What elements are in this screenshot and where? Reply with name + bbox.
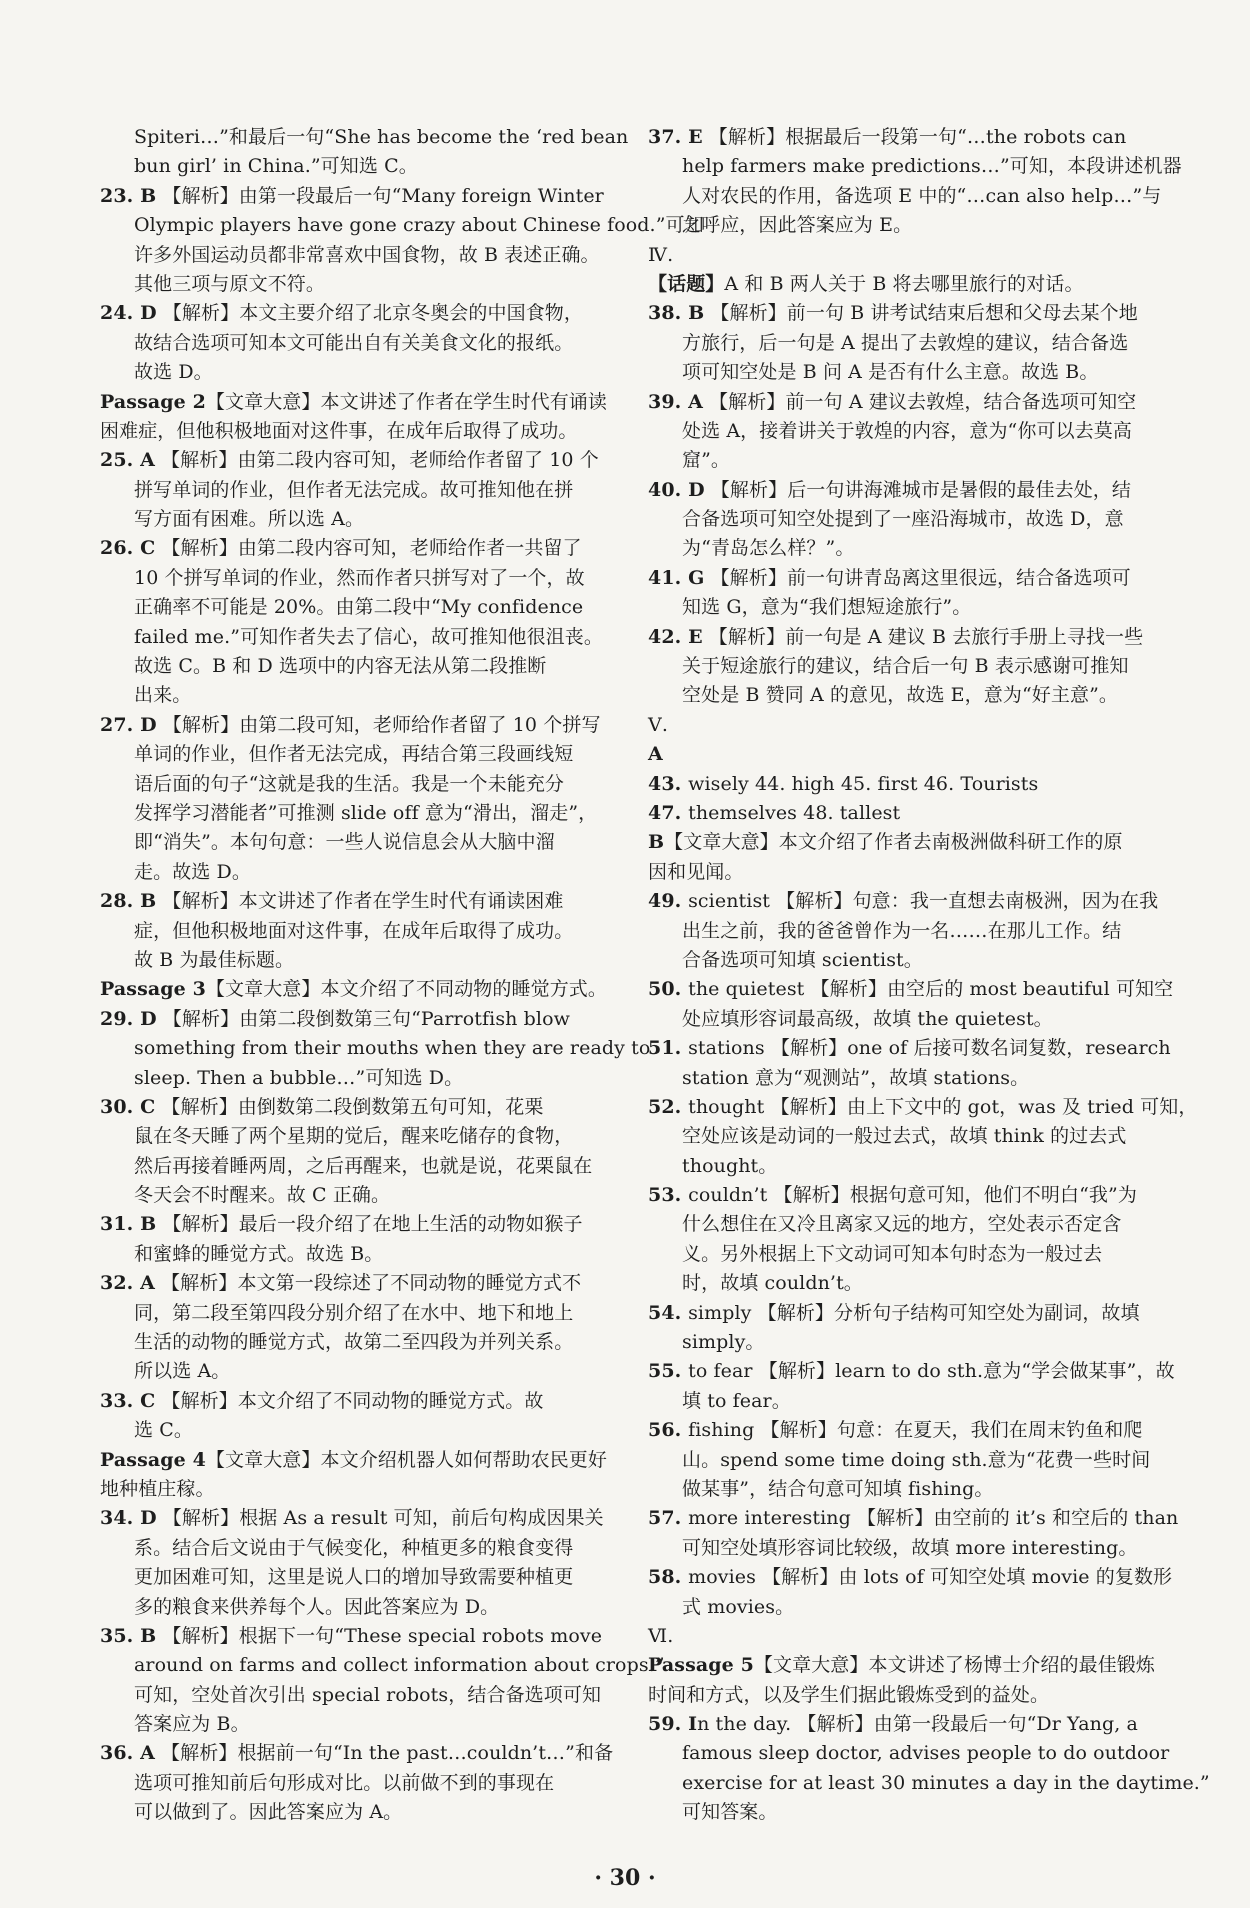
text-line: 57. more interesting 【解析】由空前的 it’s 和空后的 than [648, 1507, 1179, 1530]
text-line: 困难症，但他积极地面对这件事，在成年后取得了成功。 [100, 419, 578, 442]
text-line: 空处是 B 赞同 A 的意见，故选 E，意为“好主意”。 [682, 684, 1118, 707]
text-line: 31. B 【解析】最后一段介绍了在地上生活的动物如猴子 [100, 1213, 583, 1236]
text-line: 33. C 【解析】本文介绍了不同动物的睡觉方式。故 [100, 1389, 544, 1412]
text-line: exercise for at least 30 minutes a day in the daytime.” [682, 1771, 1210, 1794]
text-line: 37. E 【解析】根据最后一段第一句“…the robots can [648, 126, 1127, 148]
text-line: 地种植庄稼。 [100, 1477, 215, 1500]
text-line: 方旅行，后一句是 A 提出了去敦煌的建议，结合备选 [682, 331, 1129, 354]
text-line: 系。结合后文说由于气候变化，种植更多的粮食变得 [134, 1536, 574, 1559]
text-line: 即“消失”。本句句意：一些人说信息会从大脑中溜 [134, 831, 555, 854]
text-line: 故结合选项可知本文可能出自有关美食文化的报纸。 [134, 331, 574, 354]
text-line: Passage 2【文章大意】本文讲述了作者在学生时代有诵读 [100, 390, 608, 413]
text-line: Ⅴ. [648, 713, 668, 736]
text-line: 因和见闻。 [648, 860, 744, 883]
text-line: 30. C 【解析】由倒数第二段倒数第五句可知，花栗 [100, 1095, 544, 1118]
text-line: station 意为“观测站”，故填 stations。 [682, 1066, 1030, 1089]
text-line: 项可知空处是 B 问 A 是否有什么主意。故选 B。 [682, 361, 1099, 384]
text-line: sleep. Then a bubble…”可知选 D。 [134, 1066, 464, 1089]
text-line: 合备选项可知填 scientist。 [682, 948, 923, 971]
text-line: B【文章大意】本文介绍了作者去南极洲做科研工作的原 [648, 831, 1123, 854]
text-line: 冬天会不时醒来。故 C 正确。 [134, 1184, 391, 1207]
text-line: 49. scientist 【解析】句意：我一直想去南极洲，因为在我 [648, 890, 1159, 913]
text-line: help farmers make predictions…”可知，本段讲述机器 [682, 155, 1182, 178]
text-line: 【话题】A 和 B 两人关于 B 将去哪里旅行的对话。 [648, 272, 1084, 295]
text-line: 人对农民的作用，备选项 E 中的“…can also help…”与 [682, 184, 1162, 207]
text-line: 40. D 【解析】后一句讲海滩城市是暑假的最佳去处，结 [648, 478, 1131, 501]
text-line: 窟”。 [682, 449, 731, 472]
page-number: · 30 · [594, 1865, 656, 1891]
text-line: 27. D 【解析】由第二段可知，老师给作者留了 10 个拼写 [100, 713, 601, 736]
text-line: A [648, 743, 663, 766]
text-line: 56. fishing 【解析】句意：在夏天，我们在周末钓鱼和爬 [648, 1419, 1143, 1442]
text-line: famous sleep doctor, advises people to do outdoor [682, 1742, 1170, 1765]
text-line: 54. simply 【解析】分析句子结构可知空处为副词，故填 [648, 1301, 1140, 1324]
text-line: 51. stations 【解析】one of 后接可数名词复数，research [648, 1037, 1171, 1060]
text-line: 47. themselves 48. tallest [648, 801, 901, 824]
text-line: 59. In the day. 【解析】由第一段最后一句“Dr Yang, a [648, 1713, 1138, 1736]
text-line: 42. E 【解析】前一句是 A 建议 B 去旅行手册上寻找一些 [648, 625, 1144, 648]
text-line: 鼠在冬天睡了两个星期的觉后，醒来吃储存的食物， [134, 1125, 574, 1148]
text-line: 时间和方式，以及学生们据此锻炼受到的益处。 [648, 1683, 1050, 1706]
text-line: 处应填形容词最高级，故填 the quietest。 [682, 1007, 1053, 1030]
text-line: 故 B 为最佳标题。 [134, 948, 295, 971]
text-line: Passage 4【文章大意】本文介绍机器人如何帮助农民更好 [100, 1448, 608, 1471]
text-line: 什么想住在又冷且离家又远的地方，空处表示否定含 [682, 1213, 1122, 1236]
text-line: 26. C 【解析】由第二段内容可知，老师给作者一共留了 [100, 537, 582, 560]
text-line: 52. thought 【解析】由上下文中的 got，was 及 tried 可知， [648, 1095, 1198, 1118]
text-line: 生活的动物的睡觉方式，故第二至四段为并列关系。 [134, 1331, 574, 1354]
text-line: 32. A 【解析】本文第一段综述了不同动物的睡觉方式不 [100, 1272, 582, 1295]
text-line: 发挥学习潜能者”可推测 slide off 意为“滑出，溜走”， [134, 801, 598, 824]
text-line: 然后再接着睡两周，之后再醒来，也就是说，花栗鼠在 [134, 1154, 593, 1177]
text-line: 填 to fear。 [682, 1389, 791, 1412]
text-line: 53. couldn’t 【解析】根据句意可知，他们不明白“我”为 [648, 1184, 1137, 1207]
text-line: failed me.”可知作者失去了信心，故可推知他很沮丧。 [134, 625, 603, 648]
text-line: 义。另外根据上下文动词可知本句时态为一般过去 [682, 1242, 1103, 1265]
text-line: 山。spend some time doing sth.意为“花费一些时间 [682, 1448, 1151, 1471]
text-line: 走。故选 D。 [134, 860, 251, 883]
text-line: Spiteri…”和最后一句“She has become the ‘red bean [134, 126, 629, 148]
text-line: 知选 G，意为“我们想短途旅行”。 [682, 596, 972, 619]
text-line: Passage 5【文章大意】本文讲述了杨博士介绍的最佳锻炼 [648, 1654, 1156, 1677]
text-line: 其他三项与原文不符。 [134, 272, 326, 295]
text-line: 正确率不可能是 20%。由第二段中“My confidence [134, 596, 584, 619]
text-line: 语后面的句子“这就是我的生活。我是一个未能充分 [134, 772, 565, 795]
right-column [648, 123, 1210, 1828]
text-line: 可以做到了。因此答案应为 A。 [134, 1801, 403, 1824]
text-line: 同，第二段至第四段分别介绍了在水中、地下和地上 [134, 1301, 574, 1324]
text-line: 式 movies。 [682, 1595, 795, 1618]
text-line: 答案应为 B。 [134, 1713, 250, 1736]
text-line: 空处应该是动词的一般过去式，故填 think 的过去式 [682, 1125, 1127, 1148]
text-line: 许多外国运动员都非常喜欢中国食物，故 B 表述正确。 [134, 243, 600, 266]
text-line: 之呼应，因此答案应为 E。 [682, 214, 913, 237]
text-line: 24. D 【解析】本文主要介绍了北京冬奥会的中国食物， [100, 302, 583, 325]
text-line: 10 个拼写单词的作业，然而作者只拼写对了一个，故 [134, 566, 585, 589]
text-line: 写方面有困难。所以选 A。 [134, 508, 365, 531]
text-line: 25. A 【解析】由第二段内容可知，老师给作者留了 10 个 [100, 449, 599, 472]
text-line: 时，故填 couldn’t。 [682, 1272, 863, 1295]
text-line: 38. B 【解析】前一句 B 讲考试结束后想和父母去某个地 [648, 302, 1138, 325]
text-line: 41. G 【解析】前一句讲青岛离这里很远，结合备选项可 [648, 566, 1131, 589]
text-line: 所以选 A。 [134, 1360, 231, 1383]
text-line: 更加困难可知，这里是说人口的增加导致需要种植更 [134, 1566, 574, 1589]
text-line: Ⅵ. [648, 1624, 674, 1647]
text-line: 做某事”，结合句意可知填 fishing。 [682, 1477, 994, 1500]
text-line: 和蜜蜂的睡觉方式。故选 B。 [134, 1242, 384, 1265]
text-line: 可知，空处首次引出 special robots，结合备选项可知 [134, 1683, 602, 1706]
text-line: thought。 [682, 1154, 778, 1177]
text-line: simply。 [682, 1331, 765, 1354]
text-line: 55. to fear 【解析】learn to do sth.意为“学会做某事”，故 [648, 1360, 1175, 1383]
text-line: around on farms and collect information about crops.” [134, 1654, 665, 1677]
text-line: something from their mouths when they are ready to [134, 1037, 651, 1060]
text-line: 36. A 【解析】根据前一句“In the past…couldn’t…”和备 [100, 1742, 614, 1765]
text-line: 23. B 【解析】由第一段最后一句“Many foreign Winter [100, 184, 604, 207]
text-line: 故选 D。 [134, 361, 213, 384]
text-line: bun girl’ in China.”可知选 C。 [134, 155, 418, 178]
text-line: 39. A 【解析】前一句 A 建议去敦煌，结合备选项可知空 [648, 390, 1137, 413]
text-line: Passage 3【文章大意】本文介绍了不同动物的睡觉方式。 [100, 978, 608, 1001]
text-line: 可知空处填形容词比较级，故填 more interesting。 [682, 1536, 1138, 1559]
text-line: 合备选项可知空处提到了一座沿海城市，故选 D，意 [682, 508, 1124, 531]
text-line: 症，但他积极地面对这件事，在成年后取得了成功。 [134, 919, 574, 942]
text-line: Olympic players have gone crazy about Chinese food.”可知 [134, 214, 704, 237]
text-line: 29. D 【解析】由第二段倒数第三句“Parrotfish blow [100, 1007, 570, 1030]
text-line: 出生之前，我的爸爸曾作为一名……在那儿工作。结 [682, 919, 1122, 942]
text-line: 58. movies 【解析】由 lots of 可知空处填 movie 的复数形 [648, 1566, 1173, 1589]
text-line: 34. D 【解析】根据 As a result 可知，前后句构成因果关 [100, 1507, 604, 1530]
text-line: 多的粮食来供养每个人。因此答案应为 D。 [134, 1595, 500, 1618]
text-line: 选项可推知前后句形成对比。以前做不到的事现在 [134, 1771, 555, 1794]
text-line: 选 C。 [134, 1419, 193, 1442]
text-line: 43. wisely 44. high 45. first 46. Tourists [648, 772, 1039, 795]
text-line: 故选 C。B 和 D 选项中的内容无法从第二段推断 [134, 655, 547, 678]
text-line: 为“青岛怎么样？”。 [682, 537, 855, 560]
text-line: 可知答案。 [682, 1801, 778, 1824]
text-line: 单词的作业，但作者无法完成，再结合第三段画线短 [134, 743, 574, 766]
text-line: Ⅳ. [648, 243, 674, 266]
text-line: 28. B 【解析】本文讲述了作者在学生时代有诵读困难 [100, 890, 564, 913]
text-line: 拼写单词的作业，但作者无法完成。故可推知他在拼 [134, 478, 574, 501]
text-line: 35. B 【解析】根据下一句“These special robots move [100, 1624, 603, 1647]
text-line: 出来。 [134, 684, 192, 707]
text-line: 处选 A，接着讲关于敦煌的内容，意为“你可以去莫高 [682, 419, 1132, 442]
text-line: 50. the quietest 【解析】由空后的 most beautiful 可知空 [648, 978, 1174, 1001]
text-line: 关于短途旅行的建议，结合后一句 B 表示感谢可推知 [682, 655, 1129, 678]
